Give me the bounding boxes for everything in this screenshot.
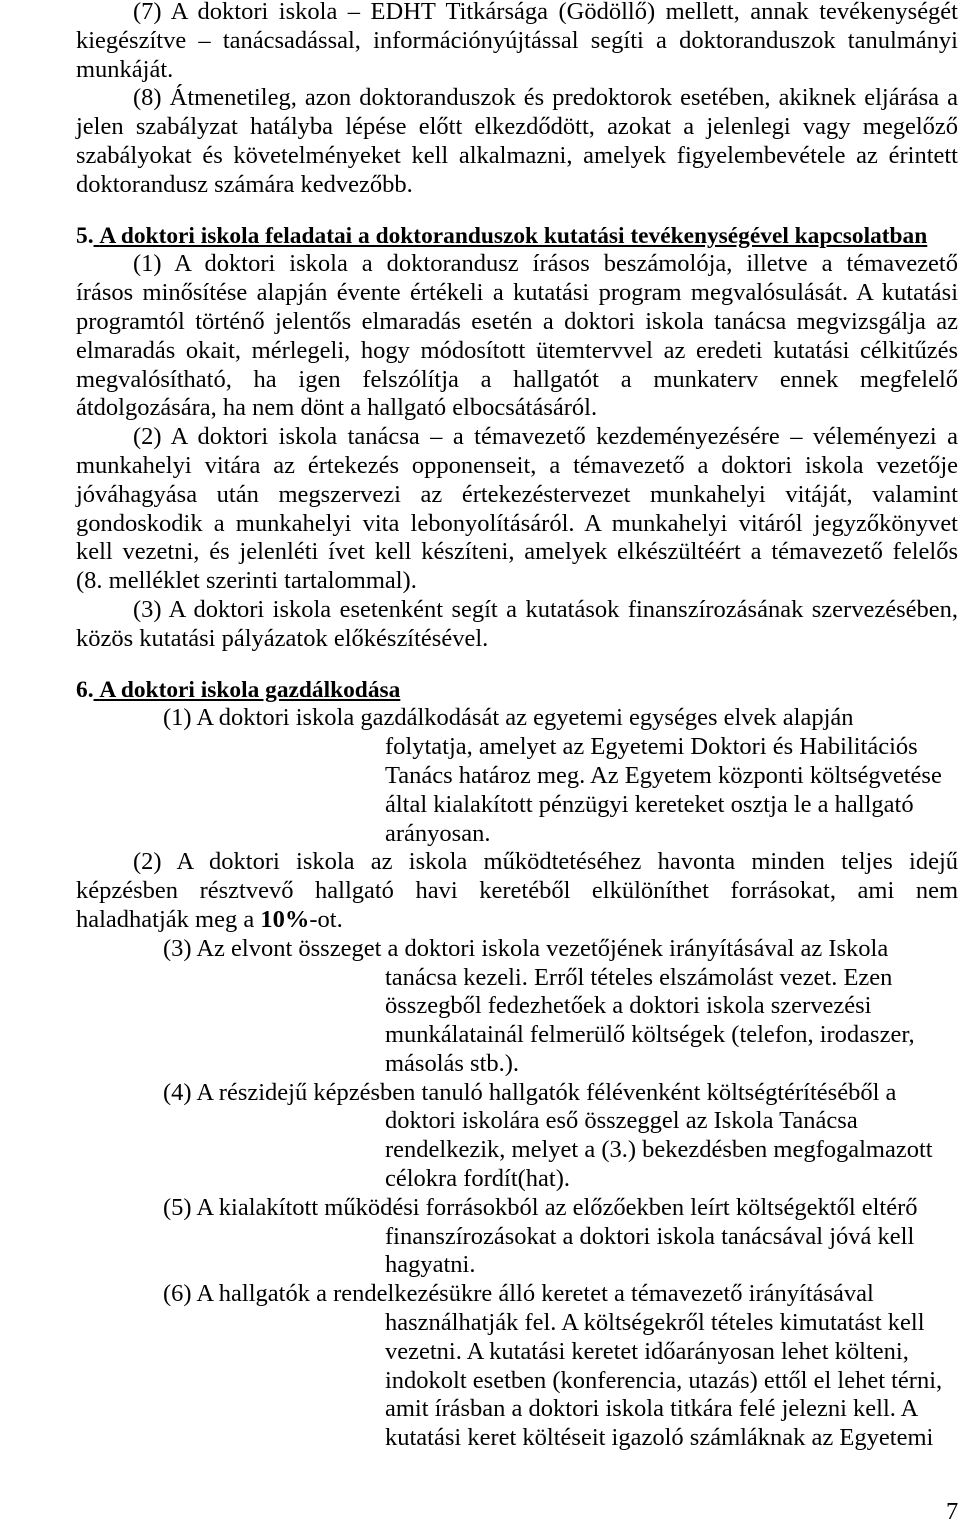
- text-line: munkáját.: [76, 55, 174, 83]
- section-5-paragraph-3: [76, 596, 958, 654]
- text-line: megvalósítható, ha igen felszólítja a hallgatót a munkaterv ennek megfelelő: [76, 365, 958, 393]
- text-line: összegből fedezhetőek a doktori iskola szervezési: [385, 992, 872, 1020]
- text-line: képzésben résztvevő hallgató havi keretéből elkülöníthet forrásokat, ami nem: [76, 877, 958, 905]
- text-line: munkahelyi vitára az értekezés opponenseit, a témavezető a doktori iskola vezetője: [76, 451, 958, 479]
- paragraph-8: [76, 84, 958, 199]
- section-6-paragraph-6: [76, 1280, 958, 1453]
- text-line: használhatják fel. A költségekről tételes kimutatást kell: [385, 1309, 925, 1337]
- section-6-paragraph-5: [76, 1194, 958, 1280]
- section-6-paragraph-2: [76, 848, 958, 934]
- text-line: (3) A doktori iskola esetenként segít a kutatások finanszírozásának szervezésében,: [133, 595, 958, 623]
- text-line: doktorandusz számára kedvezőbb.: [76, 170, 413, 198]
- text-line: (4) A részidejű képzésben tanuló hallgatók félévenként költségtérítéséből a: [163, 1078, 897, 1106]
- text-line: (8) Átmenetileg, azon doktoranduszok és predoktorok esetében, akiknek eljárása a: [133, 84, 958, 112]
- text-line: Tanács határoz meg. Az Egyetem központi költségvetése: [385, 761, 942, 789]
- text-line: írásos minősítése alapján évente értékeli a kutatási program megvalósulását. A kutatási: [76, 279, 958, 307]
- text-line: indokolt esetben (konferencia, utazás) ettől el lehet térni,: [385, 1366, 943, 1394]
- text-line: (2) A doktori iskola az iskola működtetéséhez havonta minden teljes idejű: [133, 848, 958, 876]
- text-line: kell vezetni, és jelenléti ívet kell készíteni, amelyek elkészültéért a témavezető felelős: [76, 538, 958, 566]
- section-5-paragraph-2: [76, 423, 958, 596]
- text-line: (7) A doktori iskola – EDHT Titkársága (Gödöllő) mellett, annak tevékenységét: [133, 0, 958, 25]
- text-line: célokra fordít(hat).: [385, 1165, 571, 1193]
- text-line: (3) Az elvont összeget a doktori iskola vezetőjének irányításával az Iskola: [163, 934, 889, 962]
- text-line: jelen szabályzat hatályba lépése előtt elkezdődött, azokat a jelenlegi vagy megelőző: [76, 113, 958, 141]
- section-6-title: A doktori iskola gazdálkodása: [99, 676, 401, 703]
- text-line: tanácsa kezeli. Erről tételes elszámolást vezet. Ezen: [385, 963, 893, 991]
- text-line: által kialakított pénzügyi kereteket osztja le a hallgató: [385, 790, 914, 818]
- percent-emphasis: 10%: [260, 905, 310, 933]
- section-5-heading: [76, 222, 958, 251]
- text-line: (1) A doktori iskola gazdálkodását az egyetemi egységes elvek alapján: [163, 704, 854, 732]
- paragraph-7: [76, 0, 958, 84]
- text-line: (8. melléklet szerinti tartalommal).: [76, 567, 417, 595]
- section-5-title: A doktori iskola feladatai a doktoranduszok kutatási tevékenységével kapcsolatban: [99, 222, 928, 249]
- text-line: kiegészítve – tanácsadással, információnyújtással segíti a doktoranduszok tanulmányi: [76, 26, 958, 54]
- text-line: elmaradás okait, mérlegeli, hogy módosított ütemtervvel az eredeti kutatási célkitűzés: [76, 336, 958, 364]
- text-line: programtól történő jelentős elmaradás esetén a doktori iskola tanácsa megvizsgálja az: [76, 307, 958, 335]
- text-line: (5) A kialakított működési forrásokból az előzőekben leírt költségektől eltérő: [163, 1193, 918, 1221]
- text-line: [76, 906, 958, 935]
- text-line: amit írásban a doktori iskola titkára felé jelezni kell. A: [385, 1395, 919, 1423]
- text-line: finanszírozásokat a doktori iskola tanácsával jóvá kell: [385, 1222, 915, 1250]
- section-6-paragraph-1: [76, 704, 958, 848]
- text-line: közös kutatási pályázatok előkészítésével.: [76, 624, 489, 652]
- text-line: doktori iskolára eső összeggel az Iskola Tanácsa: [385, 1107, 858, 1135]
- text-line: szabályokat és követelményeket kell alkalmazni, amelyek figyelembevétele az érintett: [76, 141, 958, 169]
- section-5-number: 5.: [76, 222, 94, 249]
- text-line: jóváhagyása után megszervezi az értekezéstervezet munkahelyi vitáját, valamint: [76, 480, 958, 508]
- section-6-heading: [76, 676, 958, 705]
- section-5-paragraph-1: [76, 250, 958, 423]
- text-line: (6) A hallgatók a rendelkezésükre álló keretet a témavezető irányításával: [163, 1280, 874, 1308]
- text-line: folytatja, amelyet az Egyetemi Doktori és Habilitációs: [385, 733, 918, 761]
- text-line: átdolgozására, ha nem dönt a hallgató elbocsátásáról.: [76, 394, 598, 422]
- text-run: haladhatják meg a: [76, 905, 261, 933]
- text-line: gondoskodik a munkahelyi vita lebonyolításáról. A munkahelyi vitáról jegyzőkönyvet: [76, 509, 958, 537]
- text-line: hagyatni.: [385, 1251, 476, 1279]
- text-line: kutatási keret költéseit igazoló számláknak az Egyetemi: [385, 1424, 934, 1452]
- text-line: (1) A doktori iskola a doktorandusz írásos beszámolója, illetve a témavezető: [133, 250, 958, 278]
- text-line: munkálatainál felmerülő költségek (telefon, irodaszer,: [385, 1021, 915, 1049]
- text-line: másolás stb.).: [385, 1049, 520, 1077]
- section-6-paragraph-4: [76, 1079, 958, 1194]
- text-run: -ot.: [309, 905, 343, 933]
- section-6-paragraph-3: [76, 935, 958, 1079]
- text-line: vezetni. A kutatási keretet időarányosan lehet költeni,: [385, 1337, 909, 1365]
- section-6-number: 6.: [76, 676, 94, 703]
- page-number: 7: [946, 1498, 959, 1525]
- text-line: (2) A doktori iskola tanácsa – a témavezető kezdeményezésére – véleményezi a: [133, 423, 958, 451]
- text-line: arányosan.: [385, 819, 491, 847]
- text-line: rendelkezik, melyet a (3.) bekezdésben megfogalmazott: [385, 1136, 933, 1164]
- document-page: [76, 0, 958, 1453]
